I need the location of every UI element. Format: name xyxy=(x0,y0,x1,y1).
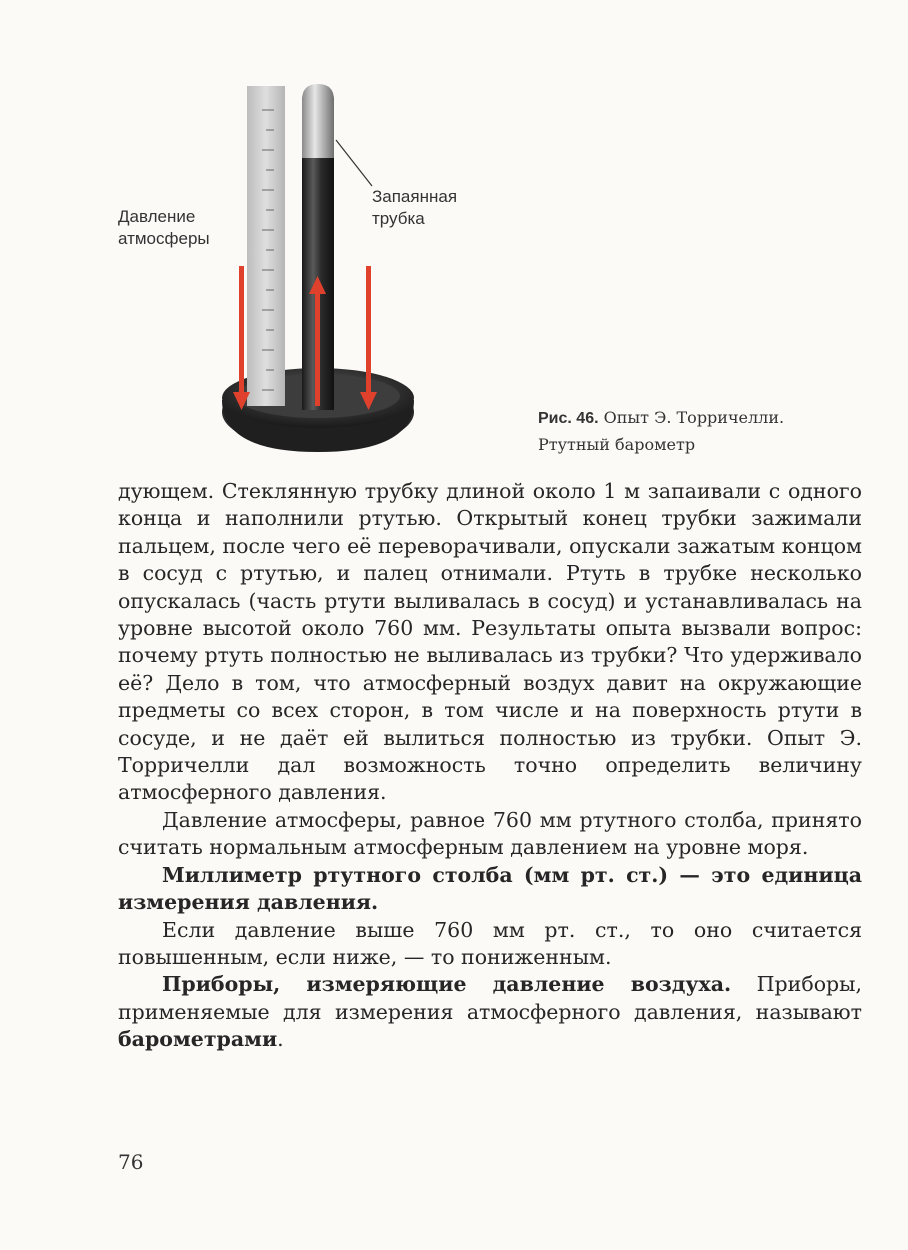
paragraph-normal-pressure: Давление атмосферы, равное 760 мм ртутного столба, принято считать нормальным атмосферным давлением на уровне моря. xyxy=(118,807,862,860)
measurement-scale xyxy=(247,86,285,406)
label-pointer xyxy=(336,140,372,186)
definition-bold: Миллиметр ртутного столба (мм рт. ст.) — это единица измерения давления. xyxy=(118,862,862,915)
label-sealed-tube: Запаянная трубка xyxy=(372,187,458,228)
barometer-figure xyxy=(0,0,908,470)
paragraph-instruments xyxy=(118,971,862,1053)
barometers-term: барометрами xyxy=(118,1027,278,1052)
page-number: 76 xyxy=(118,1150,144,1174)
body-text xyxy=(118,478,862,1054)
sentence-end: . xyxy=(277,1027,284,1052)
instruments-text: Приборы, применяемые для измерения атмосферного давления, называют xyxy=(118,972,862,1024)
instruments-heading: Приборы, измеряющие давление воздуха. xyxy=(162,972,732,997)
paragraph-experiment: дующем. Стеклянную трубку длиной около 1 м запаивали с одного конца и наполнили ртутью. Открытый конец трубки зажимали пальцем, после чего её переворачивали, опускали зажатым концом в сосуд с ртутью, и палец отнимали. Ртуть в трубке несколько опускалась (часть ртути выливалась в сосуд) и устанавливалась на уровне высотой около 760 мм. Результаты опыта вызвали вопрос: почему ртуть полностью не выливалась из трубки? Что удерживало её? Дело в том, что атмосферный воздух давит на окружающие предметы со всех сторон, в том числе и на поверхность ртути в сосуде, и не даёт ей вылиться полностью из трубки. Опыт Э. Торричелли дал возможность точно определить величину атмосферного давления. xyxy=(118,479,862,805)
mercury-arrow-up xyxy=(315,292,320,406)
caption-title: Опыт Э. Торричелли. xyxy=(603,408,785,427)
tube-vacuum-top xyxy=(302,84,334,158)
caption-subtitle: Ртутный барометр xyxy=(538,435,696,454)
caption-number: Рис. 46. xyxy=(538,410,599,427)
paragraph-definition xyxy=(118,862,862,917)
label-atmospheric-pressure: Давление атмосферы xyxy=(118,207,210,248)
paragraph-high-low: Если давление выше 760 мм рт. ст., то оно считается повышенным, если ниже, — то пониженным. xyxy=(118,917,862,969)
figure-caption xyxy=(538,405,784,458)
pressure-arrow-left xyxy=(239,266,244,394)
pressure-arrow-right xyxy=(366,266,371,394)
